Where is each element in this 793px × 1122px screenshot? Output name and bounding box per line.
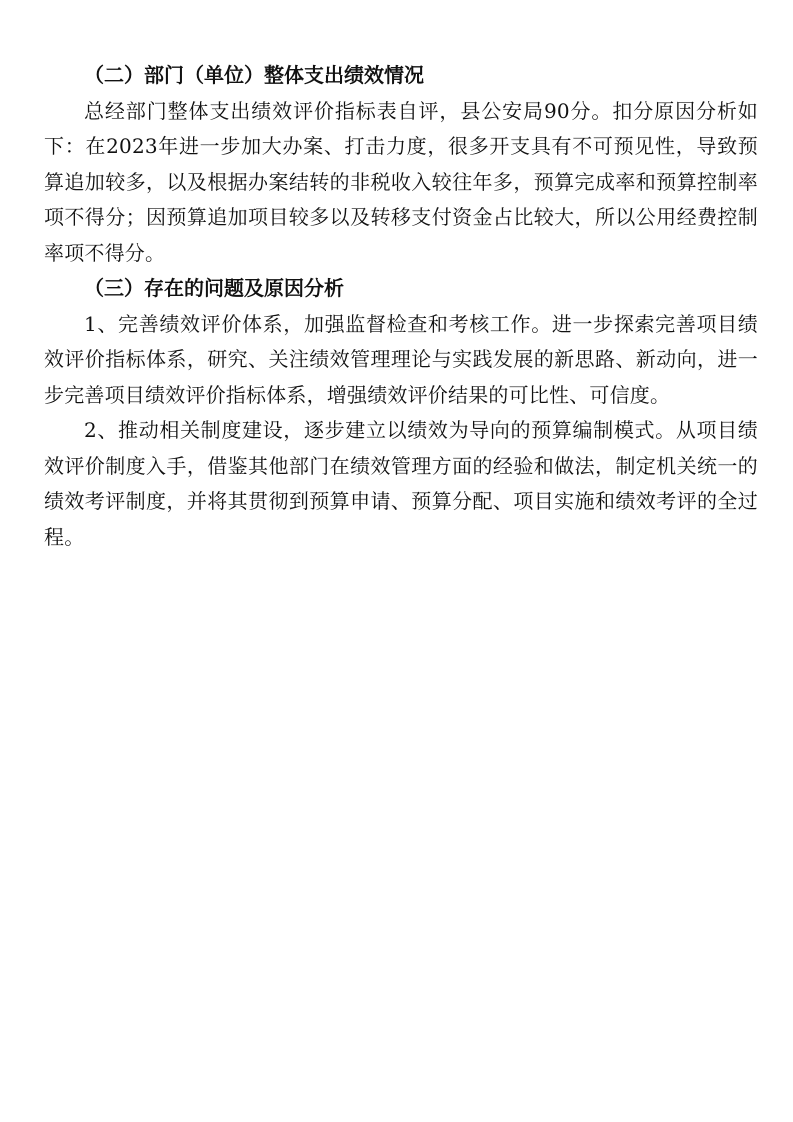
paragraph-evaluation-score: 总经部门整体支出绩效评价指标表自评，县公安局90分。扣分原因分析如下：在2023年进一步加大办案、打击力度，很多开支具有不可预见性，导致预算追加较多，以及根据办案结转的非税收入较往年多，预算完成率和预算控制率项不得分；因预算追加项目较多以及转移支付资金占比较大，所以公用经费控制率项不得分。 (44, 98, 758, 265)
paragraph-issue-2: 2、推动相关制度建设，逐步建立以绩效为导向的预算编制模式。从项目绩效评价制度入手，借鉴其他部门在绩效管理方面的经验和做法，制定机关统一的绩效考评制度，并将其贯彻到预算申请、预算分配、项目实施和绩效考评的全过程。 (44, 418, 758, 549)
section-heading-3: （三）存在的问题及原因分析 (84, 276, 344, 300)
section-heading-2: （二）部门（单位）整体支出绩效情况 (84, 63, 424, 87)
document-body (44, 58, 758, 555)
paragraph-issue-1: 1、完善绩效评价体系，加强监督检查和考核工作。进一步探索完善项目绩效评价指标体系，研究、关注绩效管理理论与实践发展的新思路、新动向，进一步完善项目绩效评价指标体系，增强绩效评价结果的可比性、可信度。 (44, 311, 758, 407)
